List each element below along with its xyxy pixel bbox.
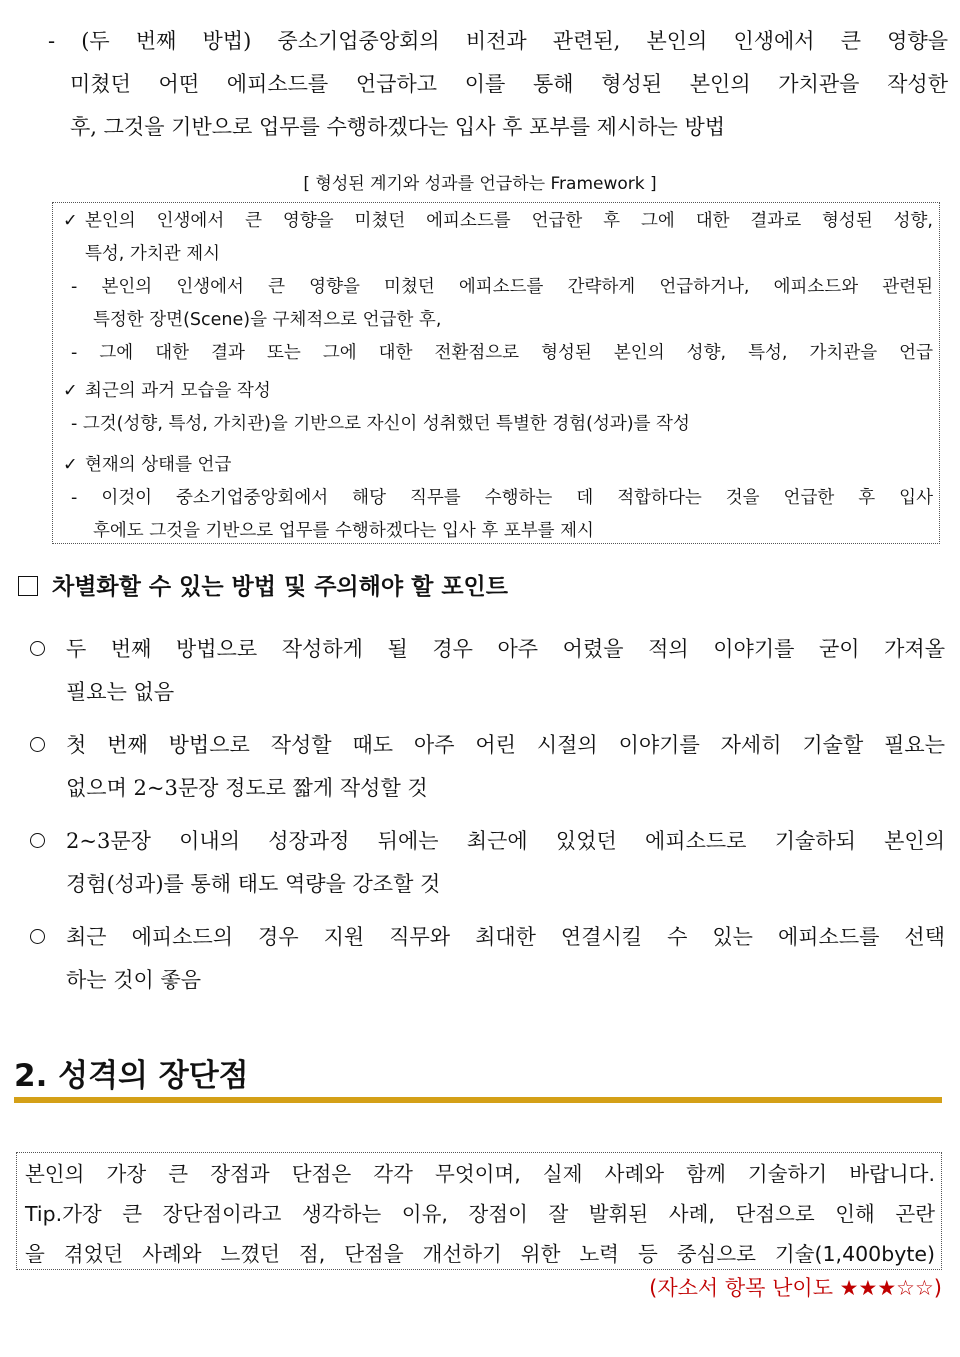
circle-bullet-icon — [30, 929, 45, 944]
framework-sub: - 본인의 인생에서 큰 영향을 미쳤던 에피소드를 간략하게 언급하거나, 에피소드와 관련된 — [71, 277, 933, 297]
question-box — [16, 1152, 942, 1270]
framework-item — [63, 449, 933, 548]
framework-heading: 최근의 과거 모습을 작성 — [85, 381, 271, 401]
framework-item — [63, 205, 933, 370]
framework-title: [ 형성된 계기와 성과를 언급하는 Framework ] — [303, 174, 657, 194]
points-list — [30, 628, 945, 1012]
section2-title: 2. 성격의 장단점 — [14, 1058, 249, 1094]
section2-rule — [14, 1097, 942, 1103]
intro-line: 후, 그것을 기반으로 업무를 수행하겠다는 입사 후 포부를 제시하는 방법 — [70, 115, 726, 139]
framework-heading: 현재의 상태를 언급 — [85, 455, 232, 475]
question-line: 을 겪었던 사례와 느꼈던 점, 단점을 개선하기 위한 노력 등 중심으로 기술(1,400byte) — [25, 1242, 935, 1266]
section-heading-points: 차별화할 수 있는 방법 및 주의해야 할 포인트 — [18, 568, 508, 601]
circle-bullet-icon — [30, 641, 45, 656]
framework-sub: - 그것(성향, 특성, 가치관)을 기반으로 자신이 성취했던 특별한 경험(성과)를 작성 — [71, 414, 690, 434]
framework-item — [63, 375, 933, 441]
question-line: Tip.가장 큰 장단점이라고 생각하는 이유, 장점이 잘 발휘된 사례, 단점으로 인해 곤란 — [25, 1202, 935, 1226]
list-item: 2~3문장 이내의 성장과정 뒤에는 최근에 있었던 에피소드로 기술하되 본인의 경험(성과)를 통해 태도 역량을 강조할 것 — [30, 820, 945, 906]
framework-sub: 특정한 장면(Scene)을 구체적으로 언급한 후, — [93, 310, 442, 330]
framework-sub: - 그에 대한 결과 또는 그에 대한 전환점으로 형성된 본인의 성향, 특성, 가치관을 언급 — [71, 343, 933, 363]
circle-bullet-icon — [30, 833, 45, 848]
intro-line: - (두 번째 방법) 중소기업중앙회의 비전과 관련된, 본인의 인생에서 큰 영향을 — [48, 29, 948, 53]
intro-line: 미쳤던 어떤 에피소드를 언급하고 이를 통해 형성된 본인의 가치관을 작성한 — [70, 72, 948, 96]
circle-bullet-icon — [30, 737, 45, 752]
list-item: 첫 번째 방법으로 작성할 때도 아주 어린 시절의 이야기를 자세히 기술할 필요는 없으며 2~3문장 정도로 짧게 작성할 것 — [30, 724, 945, 810]
framework-sub: 후에도 그것을 기반으로 업무를 수행하겠다는 입사 후 포부를 제시 — [93, 521, 594, 541]
difficulty-rating: (자소서 항목 난이도 ★★★☆☆) — [649, 1276, 942, 1300]
framework-heading: 특성, 가치관 제시 — [85, 244, 221, 264]
check-icon: ✓ — [63, 455, 78, 475]
framework-sub: - 이것이 중소기업중앙회에서 해당 직무를 수행하는 데 적합하다는 것을 언급한 후 입사 — [71, 488, 933, 508]
check-icon: ✓ — [63, 381, 78, 401]
check-icon: ✓ — [63, 211, 78, 231]
question-line: 본인의 가장 큰 장점과 단점은 각각 무엇이며, 실제 사례와 함께 기술하기 바랍니다. — [25, 1162, 935, 1186]
intro-paragraph — [48, 20, 948, 149]
square-bullet-icon — [18, 576, 38, 596]
framework-heading: 본인의 인생에서 큰 영향을 미쳤던 에피소드를 언급한 후 그에 대한 결과로 형성된 성향, — [85, 211, 933, 231]
list-item: 최근 에피소드의 경우 지원 직무와 최대한 연결시킬 수 있는 에피소드를 선택 하는 것이 좋음 — [30, 916, 945, 1002]
list-item: 두 번째 방법으로 작성하게 될 경우 아주 어렸을 적의 이야기를 굳이 가져올 필요는 없음 — [30, 628, 945, 714]
framework-box — [52, 202, 940, 544]
